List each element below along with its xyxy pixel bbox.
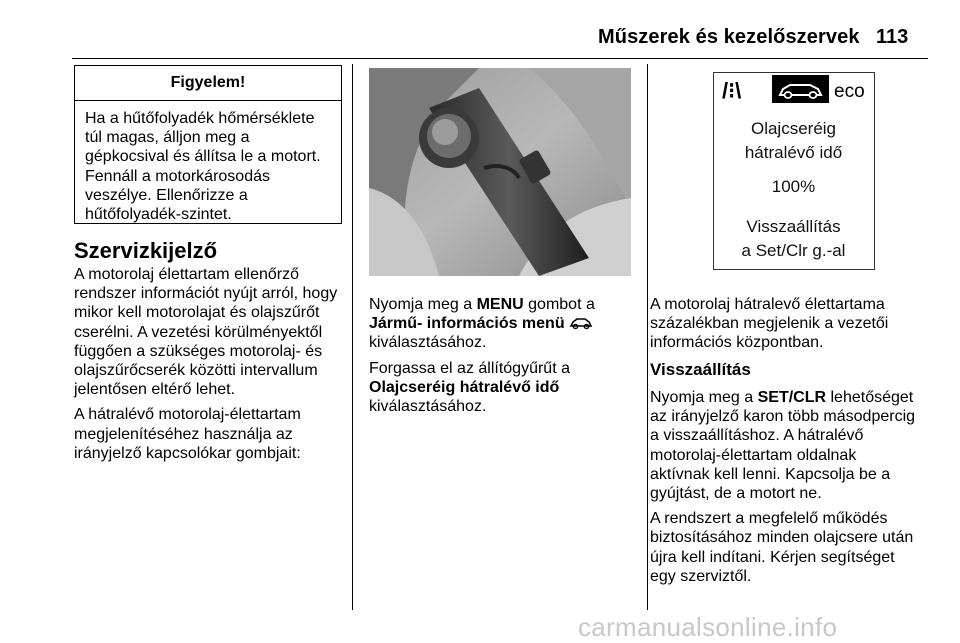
warning-line: veszélye. Ellenőrizze a: [85, 186, 248, 204]
right-text-top: [650, 295, 932, 359]
watermark: carmanualsonline.info: [578, 612, 838, 642]
display-line-3: Visszaállítás: [746, 217, 841, 236]
right-text-bottom: [650, 388, 932, 592]
warning-line: hűtőfolyadék-szintet.: [85, 206, 232, 224]
paragraph-restart-system: A rendszert a megfelelő működés biztosításához minden olajcsere után újra kell indítani. Kérjen segítséget egy szerviztől.: [650, 510, 914, 585]
display-line-4: a Set/Clr g.-al: [741, 241, 846, 260]
eco-label: eco: [834, 81, 865, 102]
page-number: 113: [876, 26, 909, 48]
warning-title: Figyelem!: [75, 66, 341, 101]
car-icon: [569, 316, 593, 330]
display-line-2: hátralévő idő: [744, 143, 843, 162]
svg-text:/⁝\: /⁝\: [722, 78, 742, 103]
paragraph-rotate-ring: Forgassa el az állítógyűrűt a Olajcseréig hátralévő idő kiválasztásához.: [369, 359, 570, 416]
warning-body: [75, 101, 341, 224]
turn-signal-lever-photo: [369, 68, 631, 276]
display-percentage: 100%: [771, 177, 816, 196]
warning-line: gépkocsival és állítsa le a motort.: [85, 148, 321, 166]
info-display: [713, 72, 875, 270]
display-top-bar: [714, 73, 873, 105]
subheading-reset: Visszaállítás: [650, 360, 751, 379]
display-line-1: Olajcseréig: [750, 119, 837, 138]
paragraph-display-instructions: A hátralévő motorolaj-élettartam megjelenítéséhez használja az irányjelző kapcsolókar gombjait:: [74, 406, 301, 462]
warning-box: [74, 65, 342, 224]
paragraph-reset-instructions: Nyomja meg a SET/CLR lehetőséget az irányjelző karon több másodpercig a visszaállításhoz. A hátralévő motorolaj-élettartam oldalnak aktívnak kell lenni. Kapcsolja be a gyújtást, de a motort ne.: [650, 389, 916, 503]
warning-line: Ha a hűtőfolyadék hőmérséklete: [85, 110, 315, 127]
header-rule: [72, 58, 928, 59]
paragraph-menu: Nyomja meg a MENU gombot a Jármű- információs menü kiválasztásához.: [369, 296, 595, 352]
paragraph-oil-life-system: A motorolaj élettartam ellenőrző rendszer információt nyújt arról, hogy mikor kell motorolajat és olajszűrőt cserélni. A vezetési körülményektől függően a szükséges motorolaj- és olajszűrőcserék közötti intervallum jelentősen eltérő lehet.: [74, 266, 338, 399]
warning-line: Fennáll a motorkárosodás: [85, 167, 270, 185]
menu-button-label: MENU: [476, 296, 524, 313]
paragraph-oil-life-percent: A motorolaj hátralevő élettartama százalékban megjelenik a vezetői információs központban.: [650, 296, 889, 352]
column-divider-2: [647, 64, 648, 610]
header-title: Műszerek és kezelőszervek: [598, 26, 860, 48]
column-divider-1: [352, 64, 353, 610]
set-clr-label: SET/CLR: [757, 389, 827, 406]
section-heading: Szervizkijelző: [74, 238, 218, 263]
section-text: [74, 265, 348, 469]
warning-line: túl magas, álljon meg a: [85, 129, 250, 147]
middle-text: [369, 295, 643, 422]
